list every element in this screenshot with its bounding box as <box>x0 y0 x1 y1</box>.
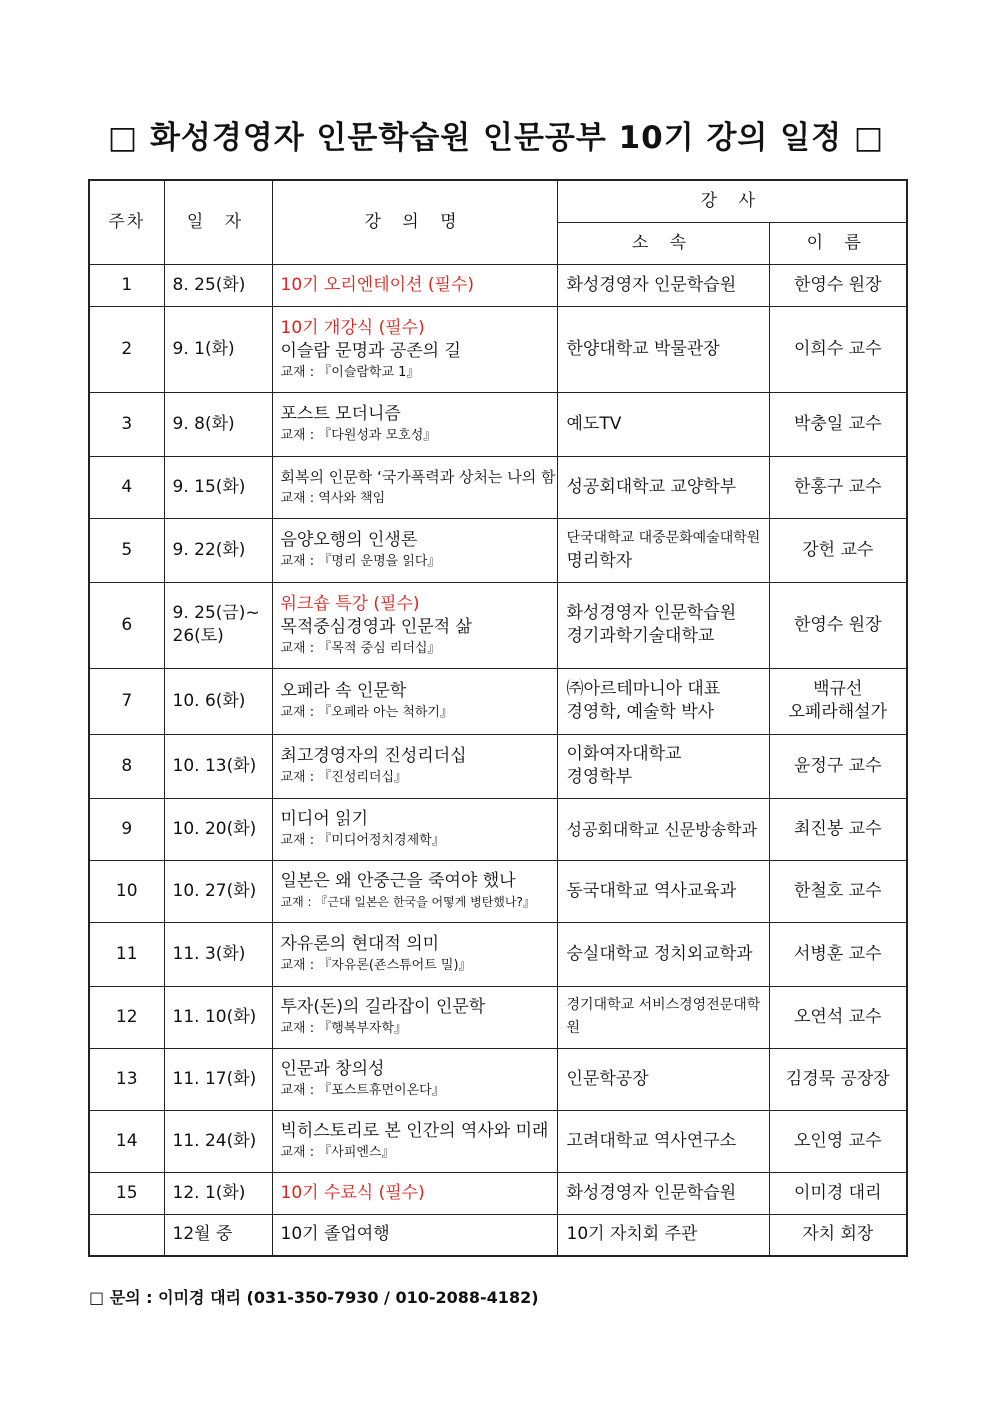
lecture-cell <box>272 734 557 798</box>
table-row <box>89 1110 907 1172</box>
week-cell: 5 <box>89 518 164 582</box>
lecture-title: 10기 졸업여행 <box>280 1224 390 1245</box>
affiliation-cell <box>557 922 769 986</box>
lecture-cell <box>272 456 557 518</box>
instructor-name: 서병훈 교수 <box>793 943 882 964</box>
date-cell <box>164 798 272 860</box>
lecture-title: 미디어 읽기 <box>280 809 369 829</box>
date-cell <box>164 392 272 456</box>
lecture-title: 빅히스토리로 본 인간의 역사와 미래 <box>280 1121 549 1141</box>
instructor-name-cell <box>769 860 907 922</box>
affiliation-text: 이화여자대학교 <box>566 744 682 764</box>
table-row <box>89 392 907 456</box>
affiliation-text: 인문학공장 <box>566 1068 649 1089</box>
date-cell <box>164 986 272 1048</box>
date-cell <box>164 1048 272 1110</box>
instructor-name: 오연석 교수 <box>793 1006 882 1027</box>
instructor-name-cell <box>769 1110 907 1172</box>
lecture-title: 오페라 속 인문학 <box>280 681 407 701</box>
textbook-label: 교재 : 『오페라 아는 척하기』 <box>280 705 453 720</box>
textbook-label: 교재 : 『사피엔스』 <box>280 1145 395 1160</box>
textbook-label: 교재 : 『행복부자학』 <box>280 1021 408 1036</box>
table-row <box>89 456 907 518</box>
instructor-name-cell <box>769 456 907 518</box>
instructor-name: 김경묵 공장장 <box>785 1068 890 1089</box>
textbook-label: 교재 : 『근대 일본은 한국을 어떻게 병탄했나?』 <box>280 895 535 909</box>
week-cell <box>89 1214 164 1256</box>
affiliation-cell <box>557 1048 769 1110</box>
date-text: 11. 24(화) <box>172 1130 257 1151</box>
instructor-name-cell <box>769 582 907 668</box>
required-session-label: 10기 오리엔테이션 (필수) <box>280 274 475 295</box>
instructor-name: 한영수 원장 <box>793 274 882 295</box>
table-row <box>89 518 907 582</box>
affiliation-cell <box>557 986 769 1048</box>
table-row <box>89 922 907 986</box>
week-cell: 7 <box>89 668 164 734</box>
date-cell <box>164 264 272 306</box>
affiliation-text: 숭실대학교 정치외교학과 <box>566 943 753 964</box>
affiliation-text-2: 명리학자 <box>566 551 633 571</box>
instructor-name: 자치 회장 <box>802 1224 874 1245</box>
affiliation-text-2: 경영학, 예술학 박사 <box>566 702 715 722</box>
date-text: 9. 25(금)~ <box>172 603 260 623</box>
week-cell: 1 <box>89 264 164 306</box>
week-cell: 15 <box>89 1172 164 1214</box>
date-text: 9. 15(화) <box>172 476 246 497</box>
affiliation-cell <box>557 1110 769 1172</box>
instructor-name-cell <box>769 1214 907 1256</box>
date-cell <box>164 582 272 668</box>
lecture-cell <box>272 1110 557 1172</box>
instructor-name: 한홍구 교수 <box>793 476 882 497</box>
lecture-title: 음양오행의 인생론 <box>280 530 418 550</box>
instructor-name: 이희수 교수 <box>793 338 882 359</box>
affiliation-text: 성공회대학교 신문방송학과 <box>566 819 758 839</box>
date-cell <box>164 1172 272 1214</box>
textbook-label: 교재 : 『미디어정치경제학』 <box>280 833 445 848</box>
lecture-cell <box>272 798 557 860</box>
affiliation-cell <box>557 668 769 734</box>
textbook-label: 교재 : 『포스트휴먼이온다』 <box>280 1083 445 1098</box>
date-cell <box>164 1214 272 1256</box>
header-lecture: 강 의 명 <box>272 180 557 264</box>
affiliation-cell <box>557 798 769 860</box>
header-week: 주차 <box>89 180 164 264</box>
instructor-name-cell <box>769 986 907 1048</box>
affiliation-cell <box>557 1172 769 1214</box>
instructor-name: 최진봉 교수 <box>793 818 882 839</box>
week-cell: 8 <box>89 734 164 798</box>
textbook-label: 교재 : 역사와 책임 <box>280 491 386 506</box>
instructor-name-cell <box>769 922 907 986</box>
affiliation-text: 화성경영자 인문학습원 <box>566 1182 737 1203</box>
lecture-cell <box>272 518 557 582</box>
date-text: 10. 27(화) <box>172 880 257 901</box>
textbook-label: 교재 : 『진성리더십』 <box>280 770 408 785</box>
affiliation-text: 경기대학교 서비스경영전문대학원 <box>566 997 761 1036</box>
date-text: 12. 1(화) <box>172 1182 246 1203</box>
week-cell: 2 <box>89 306 164 392</box>
table-row <box>89 1214 907 1256</box>
affiliation-cell <box>557 306 769 392</box>
textbook-label: 교재 : 『다원성과 모호성』 <box>280 428 437 443</box>
schedule-table <box>88 179 908 1257</box>
date-cell <box>164 734 272 798</box>
table-row <box>89 986 907 1048</box>
affiliation-cell <box>557 456 769 518</box>
affiliation-text: 한양대학교 박물관장 <box>566 338 720 359</box>
lecture-title: 회복의 인문학 ‘국가폭력과 상처는 나의 함 <box>280 468 556 486</box>
header-instructor: 강 사 <box>557 180 907 222</box>
lecture-title: 최고경영자의 진성리더십 <box>280 746 467 766</box>
instructor-name: 박충일 교수 <box>793 413 882 434</box>
table-row <box>89 668 907 734</box>
affiliation-cell <box>557 264 769 306</box>
table-row <box>89 1048 907 1110</box>
textbook-label: 교재 : 『목적 중심 리더십』 <box>280 640 441 656</box>
header-affiliation: 소 속 <box>557 222 769 264</box>
week-cell: 9 <box>89 798 164 860</box>
lecture-cell <box>272 1048 557 1110</box>
instructor-name-cell <box>769 264 907 306</box>
instructor-name: 윤정구 교수 <box>793 755 882 776</box>
date-text: 11. 3(화) <box>172 943 246 964</box>
header-date: 일 자 <box>164 180 272 264</box>
lecture-cell <box>272 264 557 306</box>
inquiry-contact: □ 문의 : 이미경 대리 (031-350-7930 / 010-2088-4182) <box>89 1288 539 1307</box>
week-cell: 11 <box>89 922 164 986</box>
instructor-name-cell <box>769 306 907 392</box>
affiliation-text: 동국대학교 역사교육과 <box>566 880 737 901</box>
table-row <box>89 582 907 668</box>
date-text: 12월 중 <box>172 1224 233 1245</box>
lecture-cell <box>272 1172 557 1214</box>
instructor-name: 이미경 대리 <box>793 1182 882 1203</box>
date-cell <box>164 1110 272 1172</box>
date-cell <box>164 668 272 734</box>
lecture-cell <box>272 986 557 1048</box>
instructor-name-cell <box>769 798 907 860</box>
instructor-name: 오인영 교수 <box>793 1130 882 1151</box>
date-text: 10. 20(화) <box>172 818 257 839</box>
date-text: 11. 10(화) <box>172 1006 257 1027</box>
lecture-title: 자유론의 현대적 의미 <box>280 934 440 954</box>
date-text: 9. 22(화) <box>172 539 246 560</box>
date-cell <box>164 922 272 986</box>
affiliation-text-2: 경기과학기술대학교 <box>566 626 715 646</box>
week-cell: 10 <box>89 860 164 922</box>
date-text: 8. 25(화) <box>172 274 246 295</box>
lecture-cell <box>272 392 557 456</box>
affiliation-cell <box>557 860 769 922</box>
lecture-cell <box>272 582 557 668</box>
week-cell: 3 <box>89 392 164 456</box>
date-cell <box>164 306 272 392</box>
required-session-label: 10기 개강식 (필수) <box>280 317 425 338</box>
header-name: 이 름 <box>769 222 907 264</box>
instructor-name: 한영수 원장 <box>793 614 882 635</box>
date-text: 9. 1(화) <box>172 338 235 359</box>
lecture-cell <box>272 1214 557 1256</box>
affiliation-cell <box>557 582 769 668</box>
instructor-name-cell <box>769 668 907 734</box>
table-row <box>89 1172 907 1214</box>
affiliation-text: ㈜아르테마니아 대표 <box>566 679 721 699</box>
affiliation-text: 고려대학교 역사연구소 <box>566 1130 737 1151</box>
instructor-name-cell <box>769 734 907 798</box>
affiliation-text: 화성경영자 인문학습원 <box>566 274 737 295</box>
instructor-name: 강헌 교수 <box>802 539 874 560</box>
instructor-name-cell <box>769 1172 907 1214</box>
lecture-cell <box>272 668 557 734</box>
schedule-body <box>89 264 907 1256</box>
affiliation-cell <box>557 518 769 582</box>
affiliation-text: 10기 자치회 주관 <box>566 1224 698 1245</box>
week-cell: 6 <box>89 582 164 668</box>
textbook-label: 교재 : 『자유론(죤스튜어트 밀)』 <box>280 958 472 973</box>
textbook-label: 교재 : 『이슬람학교 1』 <box>280 364 420 380</box>
lecture-cell <box>272 306 557 392</box>
table-row <box>89 798 907 860</box>
lecture-title: 포스트 모더니즘 <box>280 404 401 424</box>
instructor-name-cell <box>769 392 907 456</box>
lecture-cell <box>272 860 557 922</box>
date-text: 10. 6(화) <box>172 690 246 711</box>
date-text: 11. 17(화) <box>172 1068 257 1089</box>
date-text-end: 26(토) <box>172 626 224 646</box>
instructor-name: 백규선 <box>813 679 863 699</box>
required-session-label: 워크숍 특강 (필수) <box>280 593 420 614</box>
required-session-label: 10기 수료식 (필수) <box>280 1182 425 1203</box>
instructor-role: 오페라해설가 <box>788 702 888 722</box>
week-cell: 4 <box>89 456 164 518</box>
week-cell: 14 <box>89 1110 164 1172</box>
table-row <box>89 306 907 392</box>
lecture-cell <box>272 922 557 986</box>
affiliation-text: 화성경영자 인문학습원 <box>566 603 737 623</box>
table-row <box>89 264 907 306</box>
affiliation-cell <box>557 1214 769 1256</box>
week-cell: 13 <box>89 1048 164 1110</box>
affiliation-text: 성공회대학교 교양학부 <box>566 476 737 497</box>
affiliation-cell <box>557 392 769 456</box>
date-cell <box>164 518 272 582</box>
date-text: 10. 13(화) <box>172 755 257 776</box>
lecture-title: 인문과 창의성 <box>280 1059 385 1079</box>
lecture-title: 투자(돈)의 길라잡이 인문학 <box>280 997 486 1017</box>
date-cell <box>164 456 272 518</box>
textbook-label: 교재 : 『명리 운명을 읽다』 <box>280 554 441 569</box>
page-title: □ 화성경영자 인문학습원 인문공부 10기 강의 일정 □ <box>107 120 885 156</box>
lecture-title: 이슬람 문명과 공존의 길 <box>280 340 461 361</box>
instructor-name-cell <box>769 1048 907 1110</box>
affiliation-text-2: 경영학부 <box>566 767 633 787</box>
instructor-name-cell <box>769 518 907 582</box>
date-cell <box>164 860 272 922</box>
table-row <box>89 734 907 798</box>
affiliation-text: 단국대학교 대중문화예술대학원 <box>566 530 761 546</box>
affiliation-text: 예도TV <box>566 413 622 434</box>
lecture-title: 목적중심경영과 인문적 삶 <box>280 616 472 637</box>
lecture-title: 일본은 왜 안중근을 죽여야 했나 <box>280 871 516 891</box>
table-row <box>89 860 907 922</box>
date-text: 9. 8(화) <box>172 413 235 434</box>
affiliation-cell <box>557 734 769 798</box>
instructor-name: 한철호 교수 <box>793 880 882 901</box>
week-cell: 12 <box>89 986 164 1048</box>
